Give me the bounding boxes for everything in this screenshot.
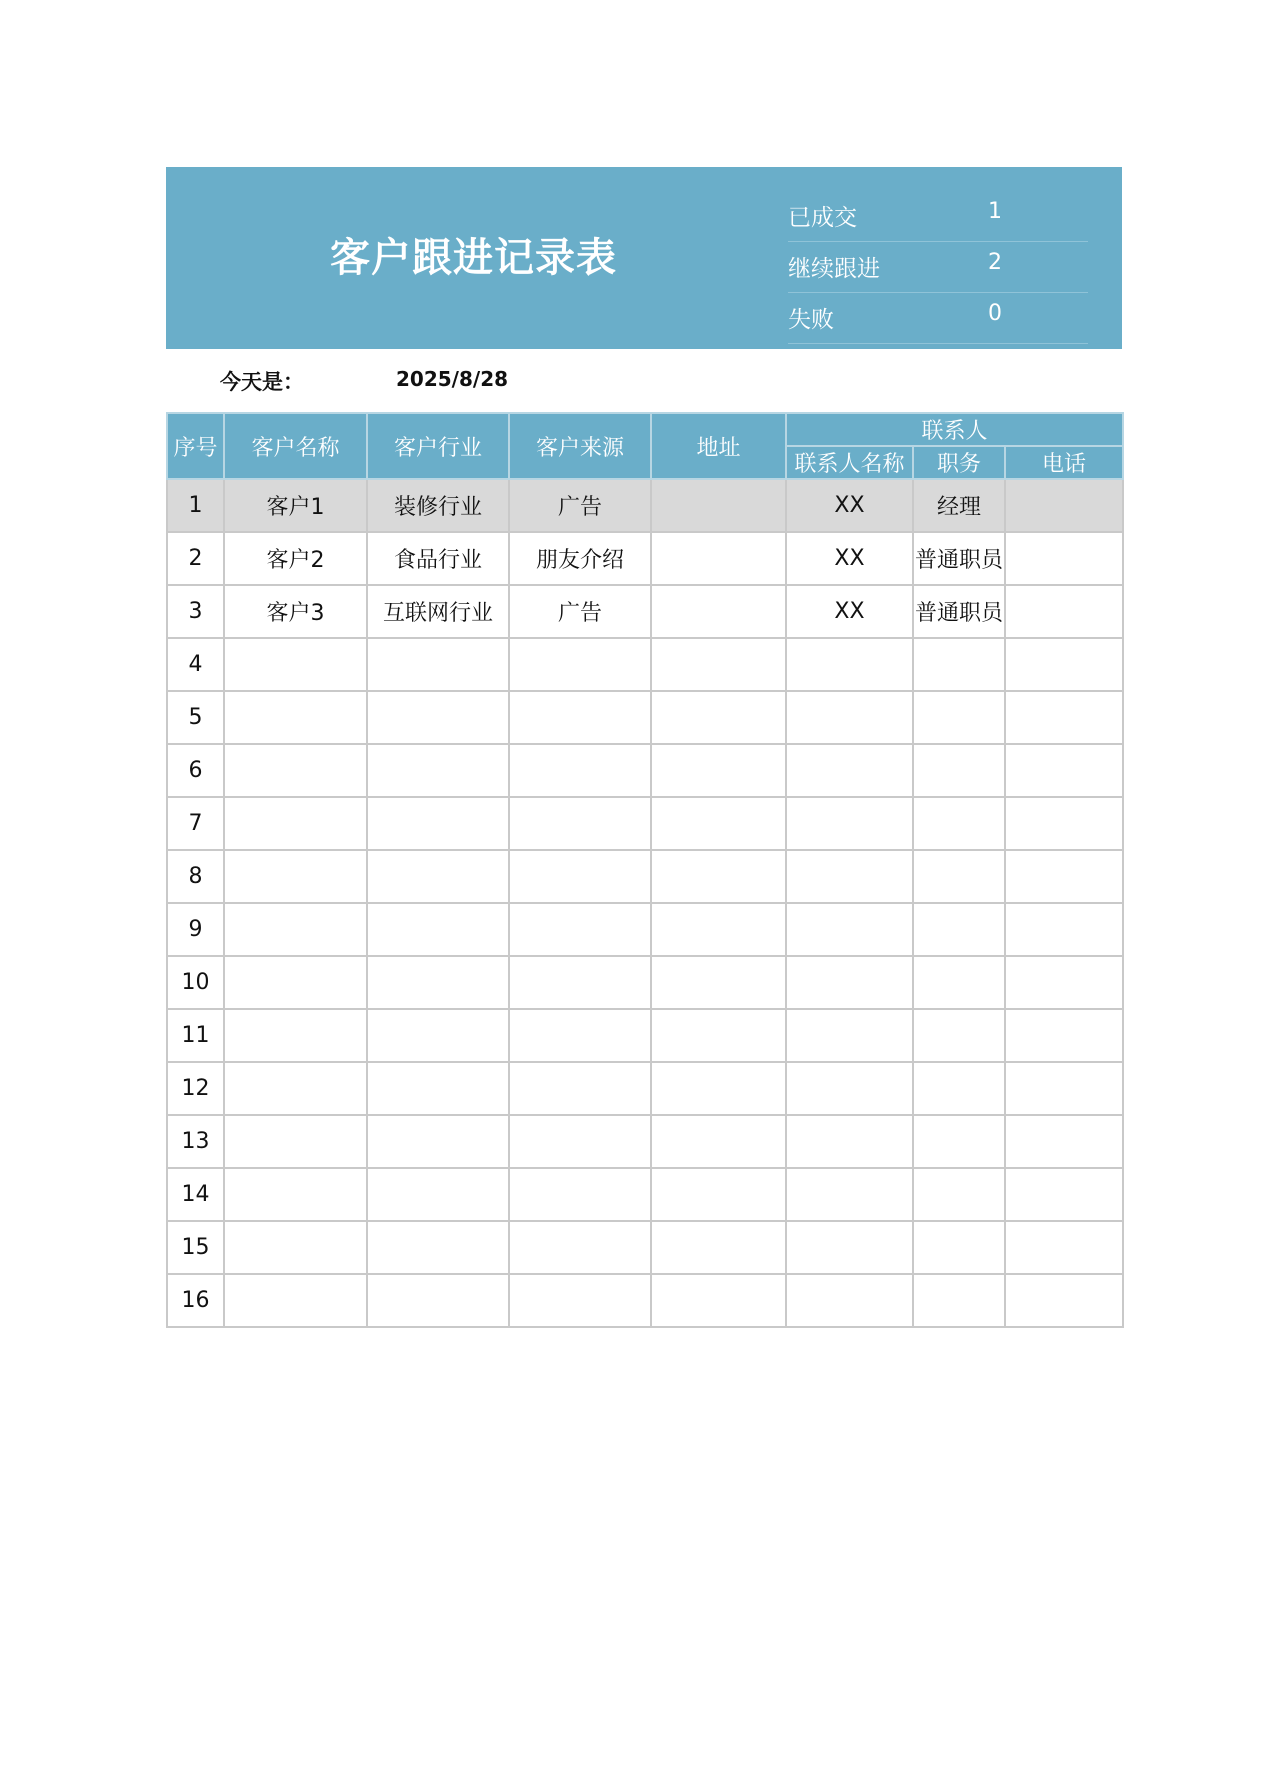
cell-position[interactable] xyxy=(913,744,1005,797)
cell-industry[interactable]: 食品行业 xyxy=(367,532,509,585)
cell-position[interactable] xyxy=(913,850,1005,903)
cell-position[interactable] xyxy=(913,1009,1005,1062)
cell-source[interactable] xyxy=(509,1062,651,1115)
cell-industry[interactable] xyxy=(367,1062,509,1115)
cell-address[interactable] xyxy=(651,1221,786,1274)
cell-industry[interactable] xyxy=(367,638,509,691)
cell-contact-name[interactable] xyxy=(786,691,913,744)
cell-phone[interactable] xyxy=(1005,1274,1123,1327)
cell-phone[interactable] xyxy=(1005,638,1123,691)
cell-name[interactable] xyxy=(224,1115,367,1168)
cell-industry[interactable] xyxy=(367,1115,509,1168)
cell-address[interactable] xyxy=(651,1115,786,1168)
cell-address[interactable] xyxy=(651,1168,786,1221)
cell-phone[interactable] xyxy=(1005,744,1123,797)
stat-label: 失败 xyxy=(788,307,834,333)
cell-position[interactable] xyxy=(913,797,1005,850)
cell-source[interactable] xyxy=(509,1168,651,1221)
cell-address[interactable] xyxy=(651,532,786,585)
stat-failed xyxy=(788,293,1088,344)
cell-contact-name[interactable] xyxy=(786,1168,913,1221)
cell-phone[interactable] xyxy=(1005,1115,1123,1168)
cell-industry[interactable] xyxy=(367,1221,509,1274)
table-row xyxy=(167,1168,1123,1221)
cell-position[interactable]: 经理 xyxy=(913,479,1005,532)
col-header-industry[interactable]: 客户行业 xyxy=(367,413,509,479)
cell-address[interactable] xyxy=(651,479,786,532)
table-row xyxy=(167,744,1123,797)
cell-source[interactable] xyxy=(509,1009,651,1062)
cell-industry[interactable] xyxy=(367,1009,509,1062)
cell-phone[interactable] xyxy=(1005,1221,1123,1274)
stat-value: 2 xyxy=(988,250,1002,275)
table-row xyxy=(167,638,1123,691)
cell-position[interactable] xyxy=(913,956,1005,1009)
cell-address[interactable] xyxy=(651,1009,786,1062)
cell-contact-name[interactable]: XX xyxy=(786,532,913,585)
cell-position[interactable] xyxy=(913,1274,1005,1327)
cell-name[interactable] xyxy=(224,638,367,691)
cell-phone[interactable] xyxy=(1005,691,1123,744)
table-row xyxy=(167,850,1123,903)
cell-address[interactable] xyxy=(651,585,786,638)
cell-name[interactable] xyxy=(224,1221,367,1274)
cell-industry[interactable] xyxy=(367,1168,509,1221)
stat-label: 继续跟进 xyxy=(788,256,880,282)
cell-contact-name[interactable] xyxy=(786,1221,913,1274)
customer-table xyxy=(166,412,1124,1328)
col-header-position[interactable]: 职务 xyxy=(913,446,1005,479)
stat-value: 0 xyxy=(988,301,1002,326)
cell-position[interactable]: 普通职员 xyxy=(913,532,1005,585)
today-row xyxy=(166,349,1122,412)
cell-phone[interactable] xyxy=(1005,585,1123,638)
cell-name[interactable]: 客户3 xyxy=(224,585,367,638)
cell-name[interactable] xyxy=(224,903,367,956)
cell-phone[interactable] xyxy=(1005,850,1123,903)
cell-source[interactable] xyxy=(509,956,651,1009)
cell-source[interactable] xyxy=(509,638,651,691)
cell-name[interactable] xyxy=(224,744,367,797)
cell-seq[interactable]: 8 xyxy=(167,850,224,903)
col-header-contact-name[interactable]: 联系人名称 xyxy=(786,446,913,479)
cell-industry[interactable]: 互联网行业 xyxy=(367,585,509,638)
cell-address[interactable] xyxy=(651,744,786,797)
cell-seq[interactable]: 11 xyxy=(167,1009,224,1062)
cell-industry[interactable]: 装修行业 xyxy=(367,479,509,532)
cell-contact-name[interactable] xyxy=(786,903,913,956)
cell-position[interactable] xyxy=(913,1221,1005,1274)
cell-contact-name[interactable]: XX xyxy=(786,479,913,532)
cell-seq[interactable]: 1 xyxy=(167,479,224,532)
cell-address[interactable] xyxy=(651,1062,786,1115)
cell-source[interactable] xyxy=(509,1221,651,1274)
cell-source[interactable]: 朋友介绍 xyxy=(509,532,651,585)
cell-industry[interactable] xyxy=(367,744,509,797)
cell-seq[interactable]: 4 xyxy=(167,638,224,691)
table-row xyxy=(167,691,1123,744)
cell-address[interactable] xyxy=(651,850,786,903)
sheet-title: 客户跟进记录表 xyxy=(330,235,617,281)
cell-phone[interactable] xyxy=(1005,1062,1123,1115)
col-header-address[interactable]: 地址 xyxy=(651,413,786,479)
cell-source[interactable] xyxy=(509,691,651,744)
status-summary xyxy=(788,191,1088,344)
cell-position[interactable] xyxy=(913,903,1005,956)
cell-phone[interactable] xyxy=(1005,1168,1123,1221)
cell-source[interactable] xyxy=(509,903,651,956)
cell-source[interactable] xyxy=(509,1274,651,1327)
cell-name[interactable]: 客户2 xyxy=(224,532,367,585)
cell-contact-name[interactable] xyxy=(786,1274,913,1327)
cell-industry[interactable] xyxy=(367,850,509,903)
cell-name[interactable] xyxy=(224,1168,367,1221)
table-row xyxy=(167,1221,1123,1274)
cell-seq[interactable]: 10 xyxy=(167,956,224,1009)
cell-seq[interactable]: 16 xyxy=(167,1274,224,1327)
col-group-contact[interactable]: 联系人 xyxy=(786,413,1123,446)
cell-seq[interactable]: 15 xyxy=(167,1221,224,1274)
cell-contact-name[interactable] xyxy=(786,956,913,1009)
table-row xyxy=(167,1062,1123,1115)
col-header-source[interactable]: 客户来源 xyxy=(509,413,651,479)
table-row xyxy=(167,956,1123,1009)
cell-source[interactable] xyxy=(509,744,651,797)
table-row xyxy=(167,797,1123,850)
cell-phone[interactable] xyxy=(1005,797,1123,850)
col-header-phone[interactable]: 电话 xyxy=(1005,446,1123,479)
cell-address[interactable] xyxy=(651,638,786,691)
table-row xyxy=(167,479,1123,532)
today-date[interactable]: 2025/8/28 xyxy=(396,367,509,391)
cell-position[interactable] xyxy=(913,1115,1005,1168)
table-row xyxy=(167,1009,1123,1062)
cell-name[interactable] xyxy=(224,850,367,903)
cell-seq[interactable]: 12 xyxy=(167,1062,224,1115)
cell-seq[interactable]: 9 xyxy=(167,903,224,956)
cell-industry[interactable] xyxy=(367,1274,509,1327)
stat-label: 已成交 xyxy=(788,205,857,231)
cell-seq[interactable]: 2 xyxy=(167,532,224,585)
cell-name[interactable] xyxy=(224,1009,367,1062)
cell-seq[interactable]: 13 xyxy=(167,1115,224,1168)
col-header-name[interactable]: 客户名称 xyxy=(224,413,367,479)
cell-seq[interactable]: 5 xyxy=(167,691,224,744)
cell-address[interactable] xyxy=(651,903,786,956)
cell-name[interactable] xyxy=(224,956,367,1009)
cell-position[interactable]: 普通职员 xyxy=(913,585,1005,638)
cell-name[interactable] xyxy=(224,691,367,744)
cell-position[interactable] xyxy=(913,638,1005,691)
title-banner xyxy=(166,167,1122,349)
cell-contact-name[interactable] xyxy=(786,744,913,797)
cell-seq[interactable]: 7 xyxy=(167,797,224,850)
stat-following xyxy=(788,242,1088,293)
cell-address[interactable] xyxy=(651,691,786,744)
cell-address[interactable] xyxy=(651,956,786,1009)
cell-name[interactable] xyxy=(224,1062,367,1115)
cell-source[interactable]: 广告 xyxy=(509,479,651,532)
cell-phone[interactable] xyxy=(1005,903,1123,956)
cell-contact-name[interactable] xyxy=(786,1009,913,1062)
cell-position[interactable] xyxy=(913,691,1005,744)
cell-contact-name[interactable] xyxy=(786,797,913,850)
cell-industry[interactable] xyxy=(367,797,509,850)
stat-closed xyxy=(788,191,1088,242)
stat-divider xyxy=(788,343,1088,344)
stat-value: 1 xyxy=(988,199,1002,224)
cell-contact-name[interactable] xyxy=(786,850,913,903)
col-header-seq[interactable]: 序号 xyxy=(167,413,224,479)
table-row xyxy=(167,1274,1123,1327)
table-row xyxy=(167,903,1123,956)
cell-source[interactable]: 广告 xyxy=(509,585,651,638)
cell-industry[interactable] xyxy=(367,956,509,1009)
cell-source[interactable] xyxy=(509,850,651,903)
cell-name[interactable] xyxy=(224,1274,367,1327)
cell-industry[interactable] xyxy=(367,903,509,956)
cell-contact-name[interactable]: XX xyxy=(786,585,913,638)
cell-name[interactable]: 客户1 xyxy=(224,479,367,532)
today-label: 今天是： xyxy=(220,370,304,394)
cell-phone[interactable] xyxy=(1005,532,1123,585)
table-row xyxy=(167,532,1123,585)
customer-followup-sheet xyxy=(166,167,1122,1328)
table-row xyxy=(167,585,1123,638)
cell-address[interactable] xyxy=(651,1274,786,1327)
cell-phone[interactable] xyxy=(1005,1009,1123,1062)
cell-contact-name[interactable] xyxy=(786,1062,913,1115)
cell-contact-name[interactable] xyxy=(786,1115,913,1168)
cell-source[interactable] xyxy=(509,797,651,850)
cell-position[interactable] xyxy=(913,1062,1005,1115)
cell-address[interactable] xyxy=(651,797,786,850)
table-row xyxy=(167,1115,1123,1168)
cell-phone[interactable] xyxy=(1005,479,1123,532)
cell-source[interactable] xyxy=(509,1115,651,1168)
cell-seq[interactable]: 6 xyxy=(167,744,224,797)
cell-name[interactable] xyxy=(224,797,367,850)
cell-industry[interactable] xyxy=(367,691,509,744)
cell-contact-name[interactable] xyxy=(786,638,913,691)
cell-seq[interactable]: 14 xyxy=(167,1168,224,1221)
cell-phone[interactable] xyxy=(1005,956,1123,1009)
cell-seq[interactable]: 3 xyxy=(167,585,224,638)
cell-position[interactable] xyxy=(913,1168,1005,1221)
